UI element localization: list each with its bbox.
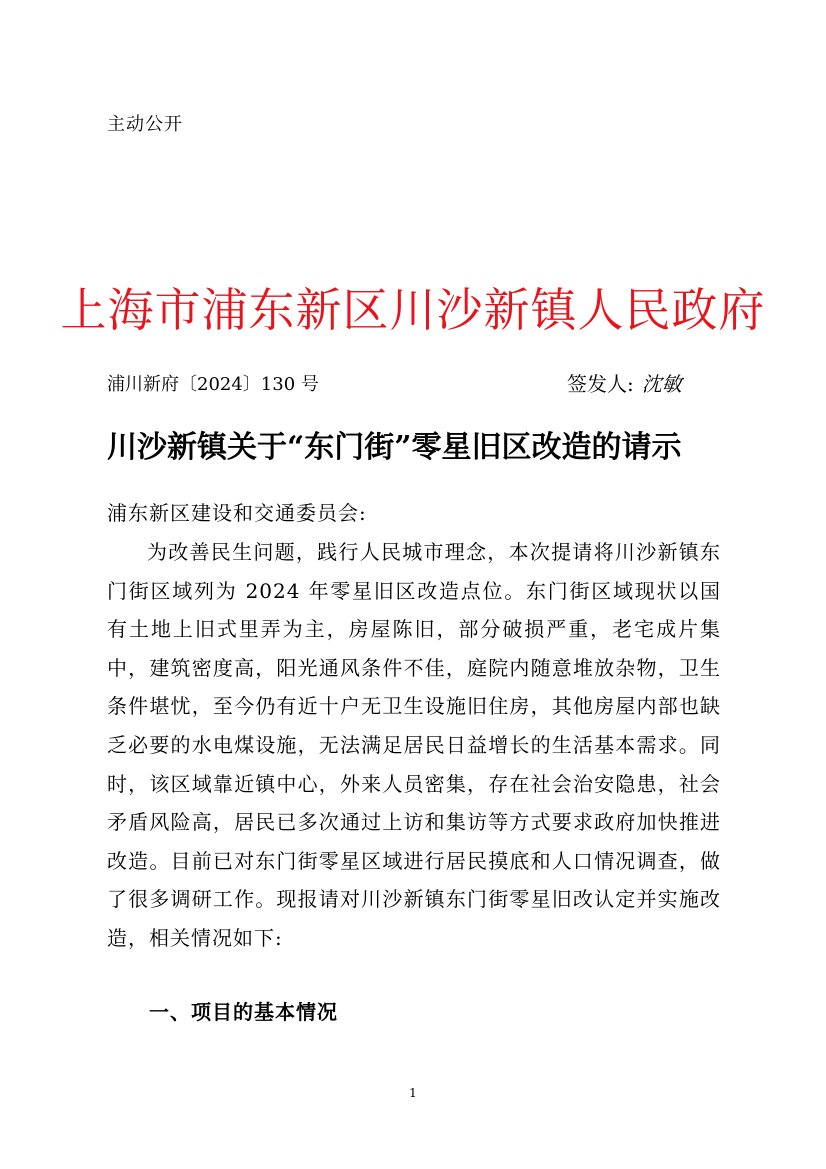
- recipient: 浦东新区建设和交通委员会:: [107, 501, 367, 525]
- disclosure-label: 主动公开: [107, 114, 183, 135]
- signer-label: 签发人:: [567, 372, 634, 396]
- page-number: 1: [409, 1086, 417, 1100]
- issuer-masthead: 上海市浦东新区川沙新镇人民政府: [60, 283, 766, 337]
- body-paragraph: 为改善民生问题，践行人民城市理念，本次提请将川沙新镇东门街区域列为 2024 年零星旧区改造点位。东门街区域现状以国有土地上旧式里弄为主，房屋陈旧，部分破损严重，老宅成片集中，建筑密度高，阳光通风条件不佳，庭院内随意堆放杂物，卫生条件堪忧，至今仍有近十户无卫生设施旧住房，其他房屋内部也缺乏必要的水电煤设施，无法满足居民日益增长的生活基本需求。同时，该区域靠近镇中心，外来人员密集，存在社会治安隐患，社会矛盾风险高，居民已多次通过上访和集访等方式要求政府加快推进改造。目前已对东门街零星区域进行居民摸底和人口情况调查，做了很多调研工作。现报请对川沙新镇东门街零星旧改认定并实施改造，相关情况如下:: [107, 540, 721, 950]
- signer-name: 沈敏: [641, 372, 682, 396]
- section-heading: 一、项目的基本情况: [149, 1000, 338, 1024]
- document-number: 浦川新府〔2024〕130 号: [107, 374, 319, 395]
- signer: [567, 368, 682, 397]
- document-title: 川沙新镇关于“东门街”零星旧区改造的请示: [107, 430, 682, 465]
